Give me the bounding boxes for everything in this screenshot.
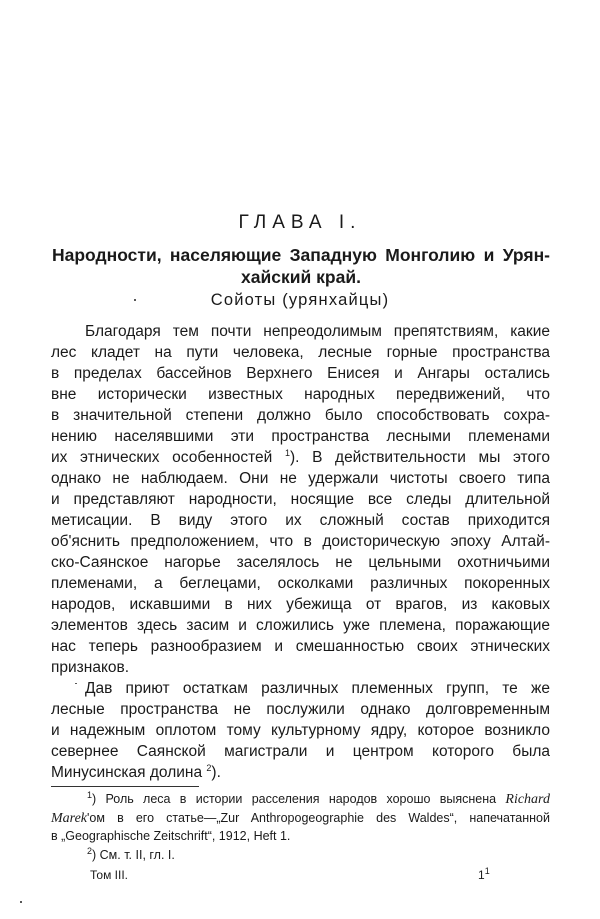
footnote-1-line-1 xyxy=(51,790,550,809)
text-fragment: ). В действительности мы этого xyxy=(289,449,550,466)
text-line: метисации. В виду этого их сложный состав приходится xyxy=(51,512,550,529)
footnote-ref-1: 1 xyxy=(284,447,290,458)
text-line: нас теперь разнообразием и смешанностью своих этнических xyxy=(51,638,550,655)
signature-sup: 1 xyxy=(484,866,490,876)
text-line: нению населявшими эти пространства лесными племенами xyxy=(51,428,550,445)
text-line: однако не наблюдаем. Они не удержали чистоты своего типа xyxy=(51,470,550,487)
print-speck xyxy=(75,683,77,684)
chapter-heading-line-2: хайский край. xyxy=(241,267,361,287)
print-speck xyxy=(20,901,22,903)
text-line-with-footnote-ref xyxy=(51,447,550,468)
volume-label: Том III. xyxy=(90,868,128,882)
body-text xyxy=(51,321,550,783)
footnote-text: ) См. т. II, гл. I. xyxy=(92,847,175,862)
footnote-1-line-3: в „Geographische Zeitschrift“, 1912, Heft 1. xyxy=(51,829,291,843)
print-speck xyxy=(134,299,136,301)
text-line: в значительной степени должно было способствовать сохра- xyxy=(51,407,550,424)
text-fragment: их этнических особенностей xyxy=(51,449,273,466)
footnote-ref-2: 2 xyxy=(206,762,212,773)
text-fragment: Минусинская долина xyxy=(51,764,203,781)
footnotes xyxy=(51,790,550,864)
text-line: и представляют народности, носящие все следы длительной xyxy=(51,491,550,508)
footnote-author: Richard xyxy=(505,792,550,807)
footnote-marker-2: 2 xyxy=(87,845,93,856)
footnote-2 xyxy=(51,846,550,865)
text-line-with-footnote-ref xyxy=(51,762,550,783)
text-line: Дав приют остаткам различных племенных групп, те же xyxy=(85,680,550,697)
text-line: лес кладет на пути человека, лесные горные пространства xyxy=(51,344,550,361)
section-title: Сойоты (урянхайцы) xyxy=(210,291,390,309)
footnote-author-surname: Marek xyxy=(51,810,88,826)
chapter-label: ГЛАВА I. xyxy=(238,212,362,233)
text-line: Благодаря тем почти непреодолимым препятствиям, какие xyxy=(85,323,550,340)
footnote-marker-1: 1 xyxy=(87,789,93,800)
text-line: об'яснить предположением, что в доисторическую эпоху Алтай- xyxy=(51,533,550,550)
signature-number: 1 xyxy=(478,868,485,882)
chapter-heading xyxy=(52,244,550,288)
text-line: признаков. xyxy=(51,659,130,676)
footnote-text: 'ом в его статье—„Zur Anthropogeographie des Waldes“, напечатанной xyxy=(87,810,550,825)
text-line: ско-Саянское нагорье заселялось не цельными охотничьими xyxy=(51,554,550,571)
text-line: в пределах бассейнов Верхнего Енисея и Ангары остались xyxy=(51,365,550,382)
footnote-1-line-2 xyxy=(51,809,550,828)
text-line: племенами, а беглецами, осколками различных покоренных xyxy=(51,575,550,592)
text-line: элементов здесь засим и сложились уже племена, поражающие xyxy=(51,617,550,634)
text-line: народов, искавшими в них убежища от врагов, из каковых xyxy=(51,596,550,613)
text-line: вне исторически известных народных передвижений, что xyxy=(51,386,550,403)
text-line: и надежным оплотом тому культурному ядру, которое возникло xyxy=(51,722,550,739)
printer-signature xyxy=(478,868,490,882)
chapter-heading-line-1: Народности, населяющие Западную Монголию и Урян- xyxy=(52,245,550,265)
text-line: севернее Саянской магистрали и центром которого была xyxy=(51,743,550,760)
text-fragment: ). xyxy=(211,764,221,781)
footnote-text: ) Роль леса в истории расселения народов хорошо выяснена xyxy=(92,792,497,806)
text-line: лесные пространства не послужили однако долговременным xyxy=(51,701,550,718)
footnote-divider xyxy=(51,786,199,787)
